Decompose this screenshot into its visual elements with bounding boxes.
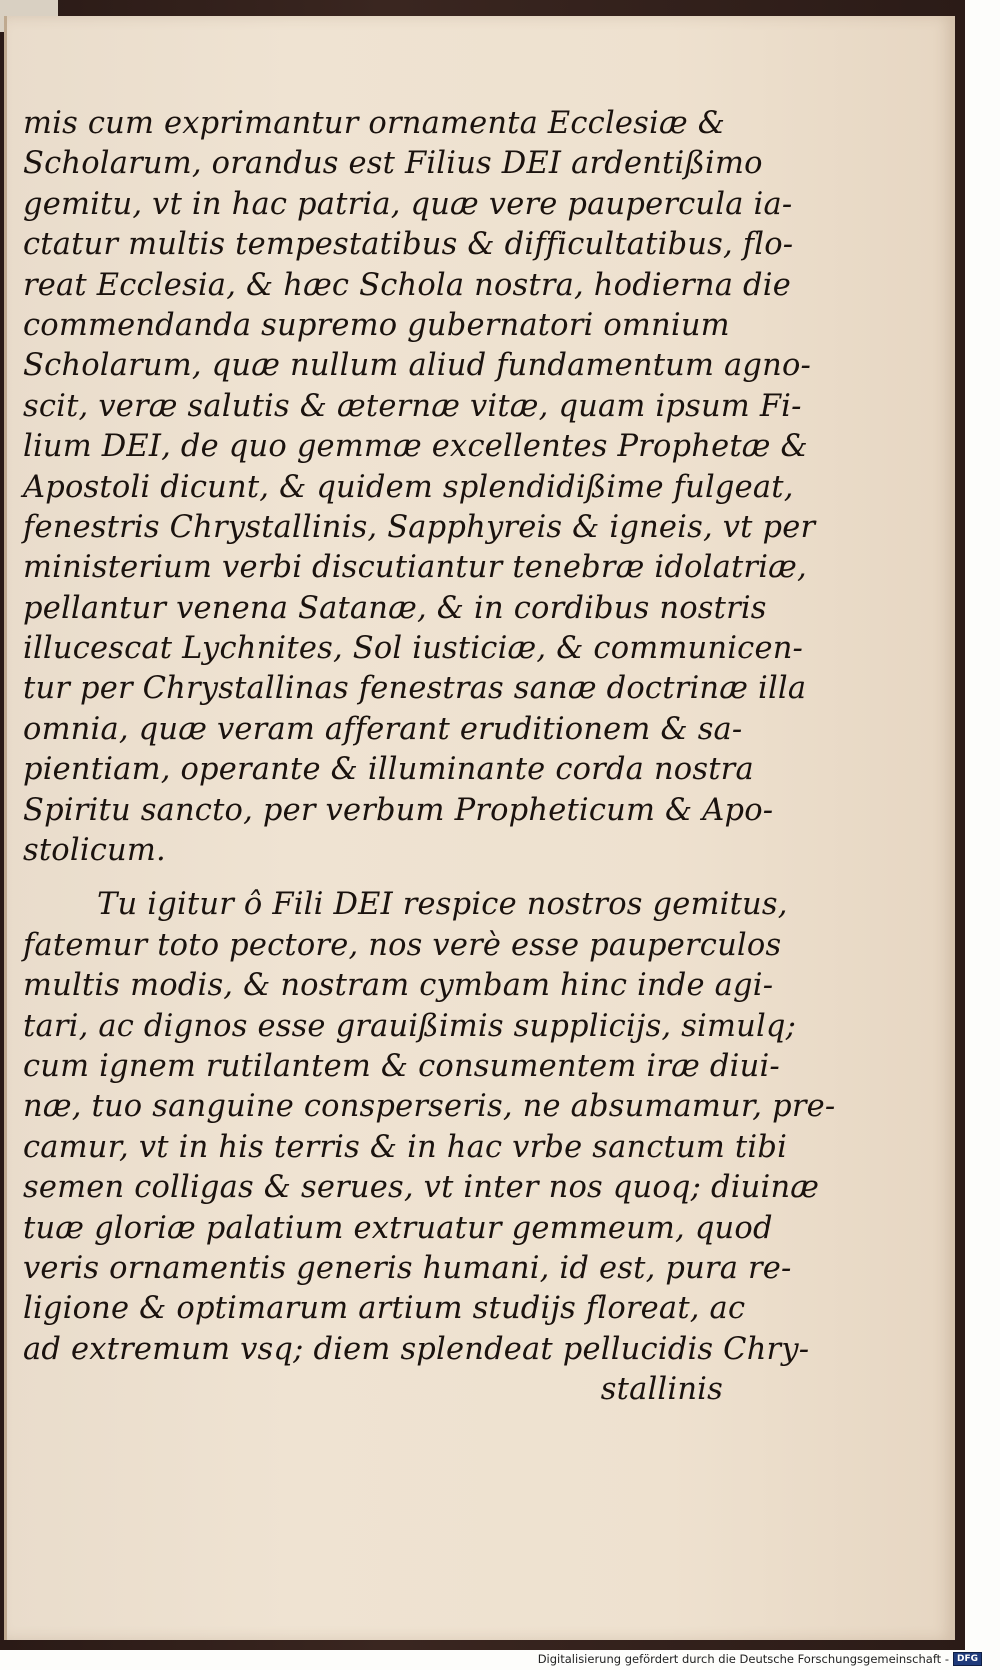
text-line: fatemur toto pectore, nos verè esse pauperculos: [23, 927, 782, 963]
text-line: veris ornamentis generis humani, id est, pura re-: [23, 1250, 792, 1286]
text-line: camur, vt in his terris & in hac vrbe sanctum tibi: [23, 1129, 788, 1165]
dfg-logo-icon: DFG: [953, 1652, 982, 1666]
text-line: reat Ecclesia, & hæc Schola nostra, hodierna die: [23, 267, 791, 303]
book-page: [4, 16, 955, 1640]
text-line: ad extremum vsq; diem splendeat pellucidis Chry-: [23, 1331, 810, 1367]
text-line: lium DEI, de quo gemmæ excellentes Prophetæ &: [23, 429, 808, 465]
page-text: [23, 104, 836, 1411]
text-line: Scholarum, orandus est Filius DEI ardentißimo: [23, 146, 763, 182]
text-line: cum ignem rutilantem & consumentem iræ diui-: [23, 1048, 780, 1084]
paragraph-gap: [23, 871, 723, 885]
catchword: stallinis: [600, 1372, 723, 1408]
text-line: illucescat Lychnites, Sol iusticiæ, & communicen-: [23, 631, 804, 667]
text-line: tari, ac dignos esse grauißimis supplicijs, simulq;: [23, 1008, 797, 1044]
text-line: Spiritu sancto, per verbum Propheticum & Apo-: [23, 792, 774, 828]
paragraph-1: [23, 104, 816, 871]
text-line: Tu igitur ô Fili DEI respice nostros gemitus,: [97, 887, 788, 923]
text-line: scit, veræ salutis & æternæ vitæ, quam ipsum Fi-: [23, 388, 802, 424]
text-line: semen colligas & serues, vt inter nos quoq; diuinæ: [23, 1170, 820, 1206]
text-line: fenestris Chrystallinis, Sapphyreis & igneis, vt per: [23, 509, 816, 545]
text-line: ctatur multis tempestatibus & difficultatibus, flo-: [23, 227, 794, 263]
text-line: mis cum exprimantur ornamenta Ecclesiæ &: [23, 106, 726, 141]
text-line: tur per Chrystallinas fenestras sanæ doctrinæ illa: [23, 671, 807, 707]
text-line: commendanda supremo gubernatori omnium: [23, 307, 730, 343]
text-line: Apostoli dicunt, & quidem splendidißime fulgeat,: [23, 469, 794, 505]
text-line: pientiam, operante & illuminante corda nostra: [23, 752, 754, 788]
footer-credit: Digitalisierung gefördert durch die Deutsche Forschungsgemeinschaft -: [537, 1652, 949, 1666]
text-line: gemitu, vt in hac patria, quæ vere paupercula ia-: [23, 186, 793, 222]
text-line: pellantur venena Satanæ, & in cordibus nostris: [23, 590, 767, 626]
text-line: ministerium verbi discutiantur tenebræ idolatriæ,: [23, 550, 807, 586]
text-line: omnia, quæ veram afferant eruditionem & sa-: [23, 711, 743, 747]
paragraph-2: [23, 885, 836, 1370]
text-line: tuæ gloriæ palatium extruatur gemmeum, quod: [23, 1210, 773, 1246]
text-line: multis modis, & nostram cymbam hinc inde agi-: [23, 968, 774, 1004]
text-line: stolicum.: [23, 833, 166, 869]
text-line: ligione & optimarum artium studijs floreat, ac: [23, 1291, 746, 1327]
digitization-footer: [538, 1650, 982, 1668]
text-line: næ, tuo sanguine consperseris, ne absumamur, pre-: [23, 1089, 836, 1125]
text-line: Scholarum, quæ nullum aliud fundamentum agno-: [23, 348, 812, 384]
